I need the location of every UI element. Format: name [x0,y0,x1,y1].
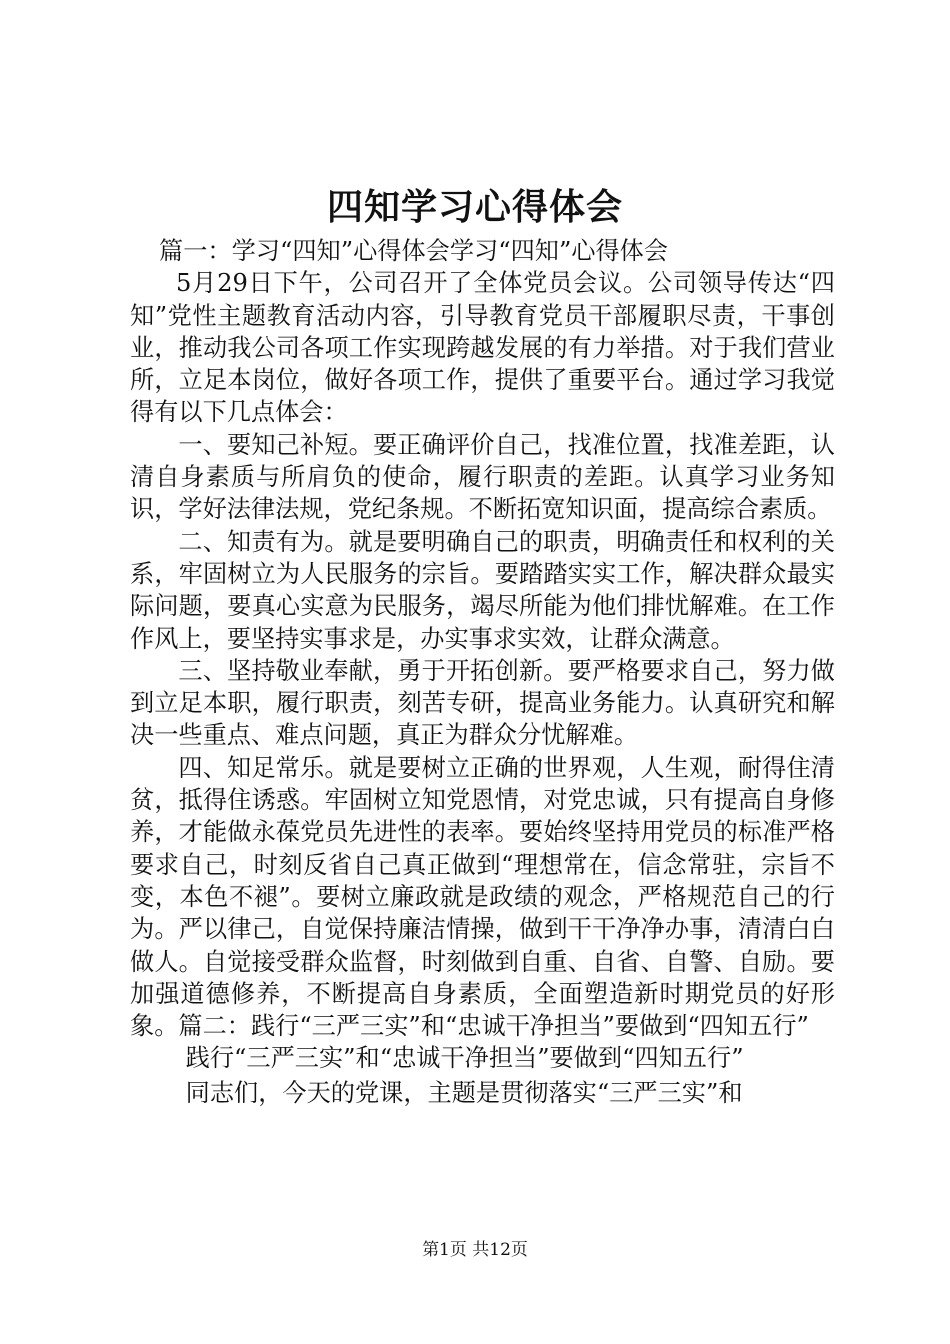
paragraph-point-2: 二、知责有为。就是要明确自己的职责，明确责任和权利的关系，牢固树立为人民服务的宗旨。要踏踏实实工作，解决群众最实际问题，要真心实意为民服务，竭尽所能为他们排忧解难。在工作作风上，要坚持实事求是，办实事求实效，让群众满意。 [130,527,835,653]
paragraph-heading-2: 践行“三严三实”和“忠诚干净担当”要做到“四知五行” [185,1044,744,1073]
page-number-footer: 第1页 共12页 [422,1240,528,1260]
paragraph-point-3: 三、坚持敬业奉献，勇于开拓创新。要严格要求自己，努力做到立足本职，履行职责，刻苦专研，提高业务能力。认真研究和解决一些重点、难点问题，真正为群众分忧解难。 [130,656,835,750]
paragraph-opening: 同志们，今天的党课，主题是贯彻落实“三严三实”和 [185,1078,743,1107]
document-title: 四知学习心得体会 [326,186,623,228]
paragraph-intro: 5月29日下午，公司召开了全体党员会议。公司领导传达“四知”党性主题教育活动内容，引导教育党员干部履职尽责，干事创业，推动我公司各项工作实现跨越发展的有力举措。对于我们营业所，立足本岗位，做好各项工作，提供了重要平台。通过学习我觉得有以下几点体会： [130,269,835,427]
paragraph-point-1: 一、要知己补短。要正确评价自己，找准位置，找准差距，认清自身素质与所肩负的使命，履行职责的差距。认真学习业务知识，学好法律法规，党纪条规。不断拓宽知识面，提高综合素质。 [130,430,835,524]
paragraph-heading-1: 篇一：学习“四知”心得体会学习“四知”心得体会 [159,237,669,265]
document-body [130,235,835,1109]
paragraph-point-4: 四、知足常乐。就是要树立正确的世界观，人生观，耐得住清贫，抵得住诱惑。牢固树立知党恩情，对党忠诚，只有提高自身修养，才能做永葆党员先进性的表率。要始终坚持用党员的标准严格要求自己，时刻反省自己真正做到“理想常在，信念常驻，宗旨不变，本色不褪”。要树立廉政就是政绩的观念，严格规范自己的行为。严以律己，自觉保持廉洁情操，做到干干净净办事，清清白白做人。自觉接受群众监督，时刻做到自重、自省、自警、自励。要加强道德修养，不断提高自身素质，全面塑造新时期党员的好形象。篇二：践行“三严三实”和“忠诚干净担当”要做到“四知五行” [130,753,835,1041]
